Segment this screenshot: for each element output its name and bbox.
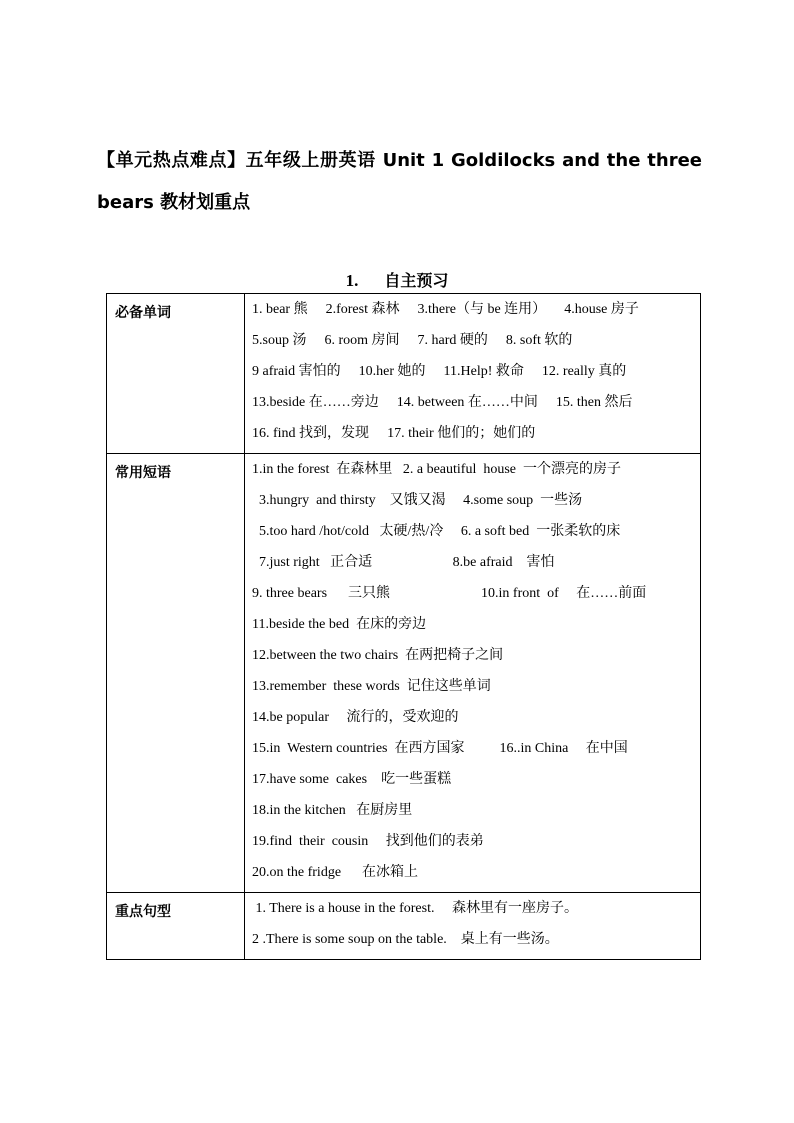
- phrase-line: 5.too hard /hot/cold 太硬/热/冷 6. a soft bed 一张柔软的床: [252, 524, 621, 539]
- phrase-line: 13.remember these words 记住这些单词: [252, 679, 491, 694]
- phrase-line: 14.be popular 流行的，受欢迎的: [252, 710, 459, 725]
- sentences-label: 重点句型: [107, 893, 245, 960]
- sentences-content: [245, 893, 701, 960]
- phrases-content: [245, 454, 701, 893]
- vocab-item: 3.there（与 be 连用）: [417, 302, 547, 317]
- sentences-row: [107, 893, 701, 960]
- document-title: 【单元热点难点】五年级上册英语 Unit 1 Goldilocks and the three bears 教材划重点: [97, 150, 702, 213]
- section-heading: [0, 268, 794, 291]
- phrase-line: 11.beside the bed 在床的旁边: [252, 617, 427, 632]
- vocab-item: 1. bear 熊: [252, 302, 308, 317]
- vocab-item: 2.forest 森林: [325, 302, 400, 317]
- phrase-line: 3.hungry and thirsty 又饿又渴 4.some soup 一些汤: [252, 493, 583, 508]
- vocab-item: 14. between 在……中间: [396, 395, 538, 410]
- phrase-list: [252, 454, 692, 888]
- vocab-content: [245, 294, 701, 454]
- phrases-row: [107, 454, 701, 893]
- vocab-label: 必备单词: [107, 294, 245, 454]
- sentence-line: 1. There is a house in the forest. 森林里有一座房子。: [252, 901, 578, 916]
- phrase-line: 12.between the two chairs 在两把椅子之间: [252, 648, 504, 663]
- phrases-label: 常用短语: [107, 454, 245, 893]
- vocab-item: 12. really 真的: [541, 364, 627, 379]
- vocab-item: 13.beside 在……旁边: [252, 395, 379, 410]
- phrase-line: 15.in Western countries 在西方国家 16..in China 在中国: [252, 741, 628, 756]
- vocab-item: 5.soup 汤: [252, 333, 307, 348]
- section-label: 自主预习: [384, 271, 449, 290]
- phrase-line: 18.in the kitchen 在厨房里: [252, 803, 413, 818]
- preview-table: [106, 293, 701, 960]
- vocab-item: 4.house 房子: [564, 302, 639, 317]
- phrase-line: 1.in the forest 在森林里 2. a beautiful house 一个漂亮的房子: [252, 462, 622, 477]
- sentence-list: [252, 893, 692, 955]
- phrase-line: 17.have some cakes 吃一些蛋糕: [252, 772, 452, 787]
- phrase-line: 20.on the fridge 在冰箱上: [252, 865, 419, 880]
- vocab-item: 16. find 找到，发现: [252, 426, 370, 441]
- vocab-item: 7. hard 硬的: [417, 333, 488, 348]
- section-number: 1.: [345, 271, 359, 290]
- vocab-item: 11.Help! 救命: [443, 364, 524, 379]
- sentence-line: 2 .There is some soup on the table. 桌上有一些汤。: [252, 932, 559, 947]
- vocab-list: [252, 294, 692, 449]
- phrase-line: 9. three bears 三只熊 10.in front of 在……前面: [252, 586, 647, 601]
- phrase-line: 7.just right 正合适 8.be afraid 害怕: [252, 555, 555, 570]
- phrase-line: 19.find their cousin 找到他们的表弟: [252, 834, 484, 849]
- vocab-item: 17. their 他们的；她们的: [387, 426, 536, 441]
- vocab-item: 15. then 然后: [555, 395, 633, 410]
- vocab-item: 10.her 她的: [358, 364, 426, 379]
- vocab-item: 9 afraid 害怕的: [252, 364, 341, 379]
- vocab-row: [107, 294, 701, 454]
- vocab-item: 6. room 房间: [324, 333, 400, 348]
- vocab-item: 8. soft 软的: [505, 333, 573, 348]
